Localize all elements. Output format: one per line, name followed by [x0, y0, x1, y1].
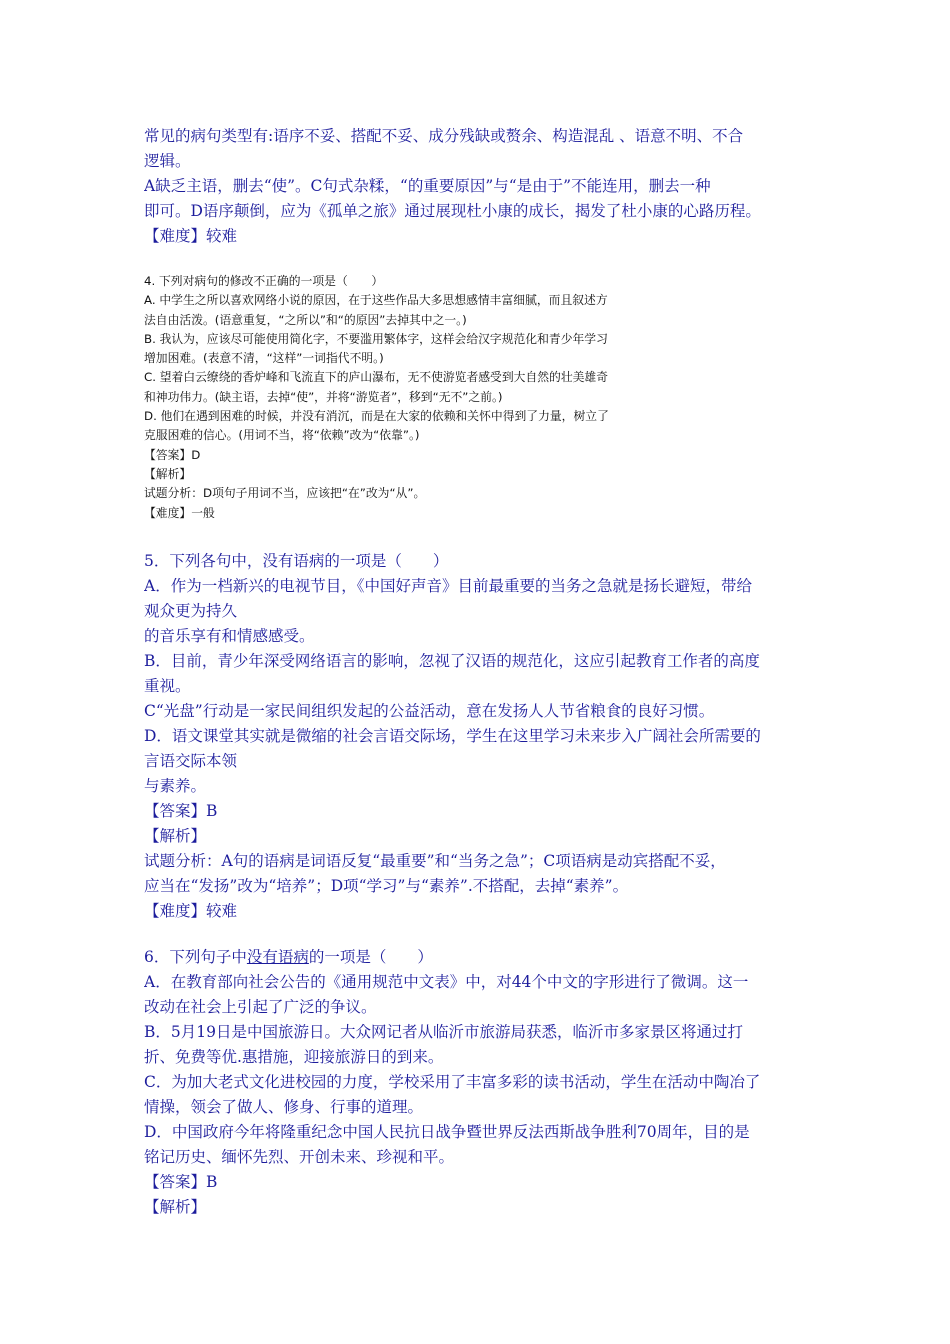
text-line: A缺乏主语，删去“使”。C句式杂糅，“的重要原因”与“是由于”不能连用，删去一种 [144, 177, 711, 195]
difficulty-line: 【难度】一般 [144, 505, 215, 520]
option-d-cont: 克服困难的信心。(用词不当，将“依赖”改为“依靠”。) [144, 428, 420, 443]
answer-line: 【答案】D [144, 447, 201, 462]
option-c: C“光盘”行动是一家民间组织发起的公益活动，意在发扬人人节省粮食的良好习惯。 [144, 702, 715, 720]
text-line: 常见的病句类型有:语序不妥、搭配不妥、成分残缺或赘余、构造混乱 、语意不明、不合 [144, 127, 744, 145]
analysis-block-q3 [144, 124, 816, 249]
option-d-cont: 言语交际本领 [144, 752, 238, 770]
answer-line: 【答案】B [144, 1173, 218, 1191]
option-b-cont: 折、免费等优.惠措施，迎接旅游日的到来。 [144, 1048, 444, 1066]
option-c: C. 望着白云缭绕的香炉峰和飞流直下的庐山瀑布，无不使游览者感受到大自然的壮美雄奇 [144, 370, 609, 385]
option-b: B. 我认为，应该尽可能使用简化字，不要滥用繁体字，这样会给汉字规范化和青少年学习 [144, 331, 608, 346]
question-title [144, 945, 816, 970]
difficulty-line: 【难度】较难 [144, 902, 238, 920]
text-line: 逻辑。 [144, 152, 191, 170]
option-d-cont: 与素养。 [144, 777, 207, 795]
option-a: A. 中学生之所以喜欢网络小说的原因，在于这些作品大多思想感情丰富细腻，而且叙述方 [144, 293, 608, 308]
analysis-text: 试题分析：D项句子用词不当，应该把“在”改为“从”。 [144, 486, 426, 501]
question-6 [144, 945, 816, 1220]
option-b-cont: 重视。 [144, 677, 191, 695]
analysis-heading: 【解析】 [144, 1198, 207, 1216]
analysis-heading: 【解析】 [144, 466, 192, 481]
option-d: D. 他们在遇到困难的时候，并没有消沉，而是在大家的依赖和关怀中得到了力量，树立了 [144, 409, 609, 424]
difficulty-line: 【难度】较难 [144, 227, 238, 245]
option-a-cont: 法自由活泼。(语意重复，“之所以”和“的原因”去掉其中之一。) [144, 312, 467, 327]
option-b-cont: 增加困难。(表意不清，“这样”一词指代不明。) [144, 351, 384, 366]
option-a-cont: 的音乐享有和情感感受。 [144, 627, 315, 645]
title-suffix: 的一项是（ ） [308, 948, 433, 966]
title-underlined: 没有语病 [246, 948, 309, 966]
option-a-cont: 改动在社会上引起了广泛的争议。 [144, 998, 377, 1016]
option-d-cont: 铭记历史、缅怀先烈、开创未来、珍视和平。 [144, 1148, 455, 1166]
title-prefix: 6．下列句子中 [144, 948, 247, 966]
option-c-cont: 和神功伟力。(缺主语，去掉“使”，并将“游览者”，移到“无不”之前。) [144, 389, 503, 404]
option-a: A．作为一档新兴的电视节目，《中国好声音》目前最重要的当务之急就是扬长避短，带给 [144, 577, 752, 595]
question-title: 4. 下列对病句的修改不正确的一项是（ ） [144, 274, 384, 288]
question-5 [144, 549, 816, 924]
answer-line: 【答案】B [144, 802, 218, 820]
option-c: C．为加大老式文化进校园的力度，学校采用了丰富多彩的读书活动，学生在活动中陶冶了 [144, 1073, 761, 1091]
option-b: B．5月19日是中国旅游日。大众网记者从临沂市旅游局获悉，临沂市多家景区将通过打 [144, 1023, 743, 1041]
option-d: D．语文课堂其实就是微缩的社会言语交际场，学生在这里学习未来步入广阔社会所需要的 [144, 727, 761, 745]
analysis-text: 应当在“发扬”改为“培养”；D项“学习”与“素养”.不搭配，去掉“素养”。 [144, 877, 629, 895]
question-4 [144, 272, 816, 523]
option-b: B．目前，青少年深受网络语言的影响，忽视了汉语的规范化，这应引起教育工作者的高度 [144, 652, 760, 670]
option-a: A．在教育部向社会公告的《通用规范中文表》中，对44个中文的字形进行了微调。这一 [144, 973, 749, 991]
analysis-heading: 【解析】 [144, 827, 207, 845]
analysis-text: 试题分析：A句的语病是词语反复“最重要”和“当务之急”；C项语病是动宾搭配不妥， [144, 852, 726, 870]
question-title: 5．下列各句中，没有语病的一项是（ ） [144, 552, 449, 570]
option-a-cont: 观众更为持久 [144, 602, 238, 620]
option-c-cont: 情操，领会了做人、修身、行事的道理。 [144, 1098, 424, 1116]
option-d: D．中国政府今年将隆重纪念中国人民抗日战争暨世界反法西斯战争胜利70周年，目的是 [144, 1123, 750, 1141]
text-line: 即可。D语序颠倒，应为《孤单之旅》通过展现杜小康的成长，揭发了杜小康的心路历程。 [144, 202, 761, 220]
